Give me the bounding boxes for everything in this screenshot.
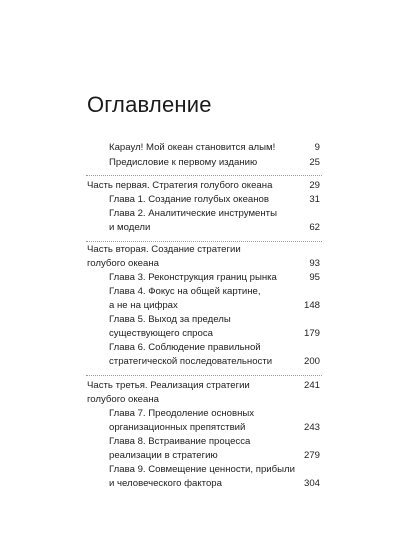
toc-entry-title: Глава 1. Создание голубых океанов [109, 194, 269, 205]
toc-entry-page: 9 [314, 142, 320, 153]
toc-entry-page: 304 [303, 478, 320, 489]
toc-entry-title: стратегической последовательности [109, 356, 273, 367]
toc-entry-title: Глава 7. Преодоление основных [109, 408, 255, 419]
toc-entry-page: 243 [303, 422, 320, 433]
toc-entry-title: и модели [109, 222, 151, 233]
toc-entry-title: а не на цифрах [109, 300, 178, 311]
toc-entry-title: Глава 8. Встраивание процесса [109, 436, 251, 447]
toc-entry-page: 95 [309, 272, 320, 283]
toc-entry-title: Предисловие к первому изданию [109, 157, 258, 168]
toc-entry-title: Часть первая. Стратегия голубого океана [87, 180, 273, 191]
toc-entry-title: Глава 5. Выход за пределы [109, 314, 231, 325]
toc-entry-page: 93 [309, 258, 320, 269]
toc-entry-page: 200 [303, 356, 320, 367]
toc-entry-page: 62 [309, 222, 320, 233]
toc-entry-title: Глава 4. Фокус на общей картине, [109, 286, 261, 297]
toc-entry-title: существующего спроса [109, 328, 213, 339]
section-divider [86, 375, 322, 376]
toc-entry-page: 241 [303, 380, 320, 391]
toc-entry-title: голубого океана [87, 394, 159, 405]
toc-entry-title: Глава 3. Реконструкция границ рынка [109, 272, 277, 283]
toc-entry-title: Часть третья. Реализация стратегии [87, 380, 250, 391]
toc-entry-title: реализации в стратегию [109, 450, 218, 461]
toc-entry-title: Глава 9. Совмещение ценности, прибыли [109, 464, 295, 475]
toc-entry-page: 29 [309, 180, 320, 191]
toc-entry-page: 31 [309, 194, 320, 205]
toc-entry-page: 179 [303, 328, 320, 339]
toc-entry-title: и человеческого фактора [109, 478, 222, 489]
toc-entry-title: Караул! Мой океан становится алым! [109, 142, 276, 153]
toc-entry-title: Часть вторая. Создание стратегии [87, 244, 241, 255]
section-divider [86, 241, 322, 242]
toc-entry-page: 148 [303, 300, 320, 311]
toc-heading: Оглавление [87, 92, 212, 117]
toc-entry-page: 279 [303, 450, 320, 461]
toc-entry-page: 25 [309, 157, 320, 168]
toc-entry-title: организационных препятствий [109, 422, 246, 433]
section-divider [86, 175, 322, 176]
toc-entry-title: Глава 2. Аналитические инструменты [109, 208, 277, 219]
toc-entry-title: голубого океана [87, 258, 159, 269]
toc-entry-title: Глава 6. Соблюдение правильной [109, 342, 261, 353]
